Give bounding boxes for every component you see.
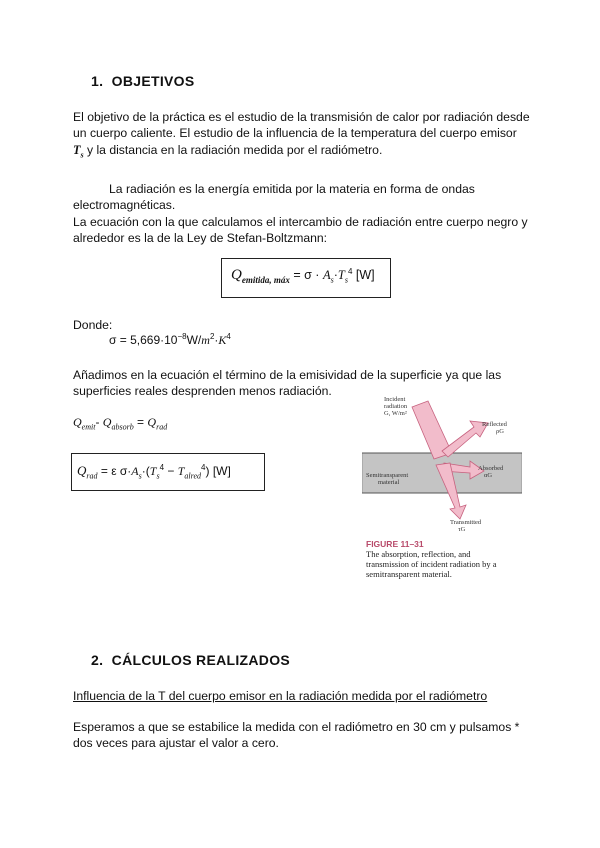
eq3-talred: $T_{alred}^4$ <box>177 463 206 481</box>
objective-line-3-text: y la distancia en la radiación medida por el radiómetro. <box>86 142 383 157</box>
figure-caption-line-3: semitransparent material. <box>366 569 452 579</box>
objective-line-1: El objetivo de la práctica es el estudio de la transmisión de calor por radiación desde <box>73 110 530 124</box>
objective-line-2: un cuerpo caliente. El estudio de la influencia de la temperatura del cuerpo emisor <box>73 126 517 141</box>
eq1-t: $T_s^4$ <box>337 266 353 285</box>
radiation-figure <box>362 393 522 583</box>
equation-intro-line-2: alrededor es la de la Ley de Stefan-Boltzmann: <box>73 231 328 246</box>
eq2-minus: - <box>95 415 100 429</box>
stefan-boltzmann-equation-box <box>221 258 391 298</box>
sigma-exponent: −8 <box>177 332 187 341</box>
figure-caption-title: FIGURE 11–31 <box>366 539 424 549</box>
sigma-unit-k: $K^4$ <box>218 332 231 347</box>
eq3-unit: [W] <box>212 464 231 478</box>
eq3-close-paren: ) <box>205 464 210 478</box>
radiation-line-2: electromagnéticas. <box>73 198 176 213</box>
eq3-open-paren: ·( <box>141 464 150 478</box>
section-2-subtitle: Influencia de la T del cuerpo emisor en la radiación medida por el radiómetro <box>73 689 488 703</box>
sigma-unit-m: $m^2$ <box>201 332 215 347</box>
eq2-q-emit: $Q_{emit}$ <box>73 415 96 432</box>
sigma-constant <box>109 333 231 348</box>
ts-symbol: $T_s$ <box>73 142 84 160</box>
emissivity-line-2: superficies reales desprenden menos radiación. <box>73 384 332 399</box>
section-2-number: 2. <box>91 652 104 668</box>
procedure-paragraph <box>73 719 543 752</box>
figure-caption-line-1: The absorption, reflection, and <box>366 549 471 559</box>
section-1-title: OBJETIVOS <box>111 73 195 89</box>
equation-intro-line-1: La ecuación con la que calculamos el intercambio de radiación entre cuerpo negro y <box>73 214 528 229</box>
eq1-unit: [W] <box>355 268 375 282</box>
section-1-number: 1. <box>91 73 104 89</box>
eq3-minus: − <box>167 464 175 478</box>
energy-balance-equation <box>73 415 167 430</box>
radiation-definition <box>73 181 543 247</box>
eq1-dot: · <box>333 268 338 282</box>
material-label: Semitransparent material <box>366 472 409 486</box>
eq1-q: $Q_{emitida, máx}$ <box>231 267 290 285</box>
eq1-a: $A_s$ <box>322 268 334 285</box>
procedure-line-1: Esperamos a que se estabilice la medida con el radiómetro en 30 cm y pulsamos * <box>73 720 520 734</box>
reflected-label: Reflected ρG <box>482 421 507 435</box>
section-2-heading <box>91 652 290 668</box>
eq3-q-rad: $Q_{rad}$ <box>77 463 98 481</box>
procedure-line-2: dos veces para ajustar el valor a cero. <box>73 736 279 751</box>
radiation-line-1: La radiación es la energía emitida por la materia en forma de ondas <box>109 182 475 196</box>
eq1-equals: = σ · <box>293 268 320 282</box>
eq3-ts: $T_s^4$ <box>149 463 165 481</box>
eq2-q-rad: $Q_{rad}$ <box>147 415 168 432</box>
incident-label: Incident radiation G, W/m² <box>384 396 408 417</box>
donde-label: Donde: <box>73 318 113 332</box>
eq2-equals: = <box>137 415 145 429</box>
eq2-q-absorb: $Q_{absorb}$ <box>102 415 134 432</box>
radiation-exchange-equation-box <box>71 453 265 491</box>
section-2-title: CÁLCULOS REALIZADOS <box>111 652 291 668</box>
figure-caption <box>366 539 526 579</box>
sigma-prefix: σ = 5,669·10 <box>109 333 178 347</box>
objective-paragraph <box>73 109 543 158</box>
absorbed-label: Absorbed αG <box>478 465 504 479</box>
objective-line-3 <box>73 142 543 158</box>
sigma-dot: · <box>214 333 219 347</box>
figure-caption-line-2: transmission of incident radiation by a <box>366 559 497 569</box>
transmitted-label: Transmitted τG <box>450 519 482 533</box>
emissivity-line-1: Añadimos en la ecuación el término de la emisividad de la superficie ya que las <box>73 368 502 382</box>
eq3-equals: = ε σ· <box>100 464 132 478</box>
section-1-heading <box>91 73 195 89</box>
sigma-unit-w: W/ <box>186 333 202 347</box>
eq3-a: $A_s$ <box>131 464 142 481</box>
